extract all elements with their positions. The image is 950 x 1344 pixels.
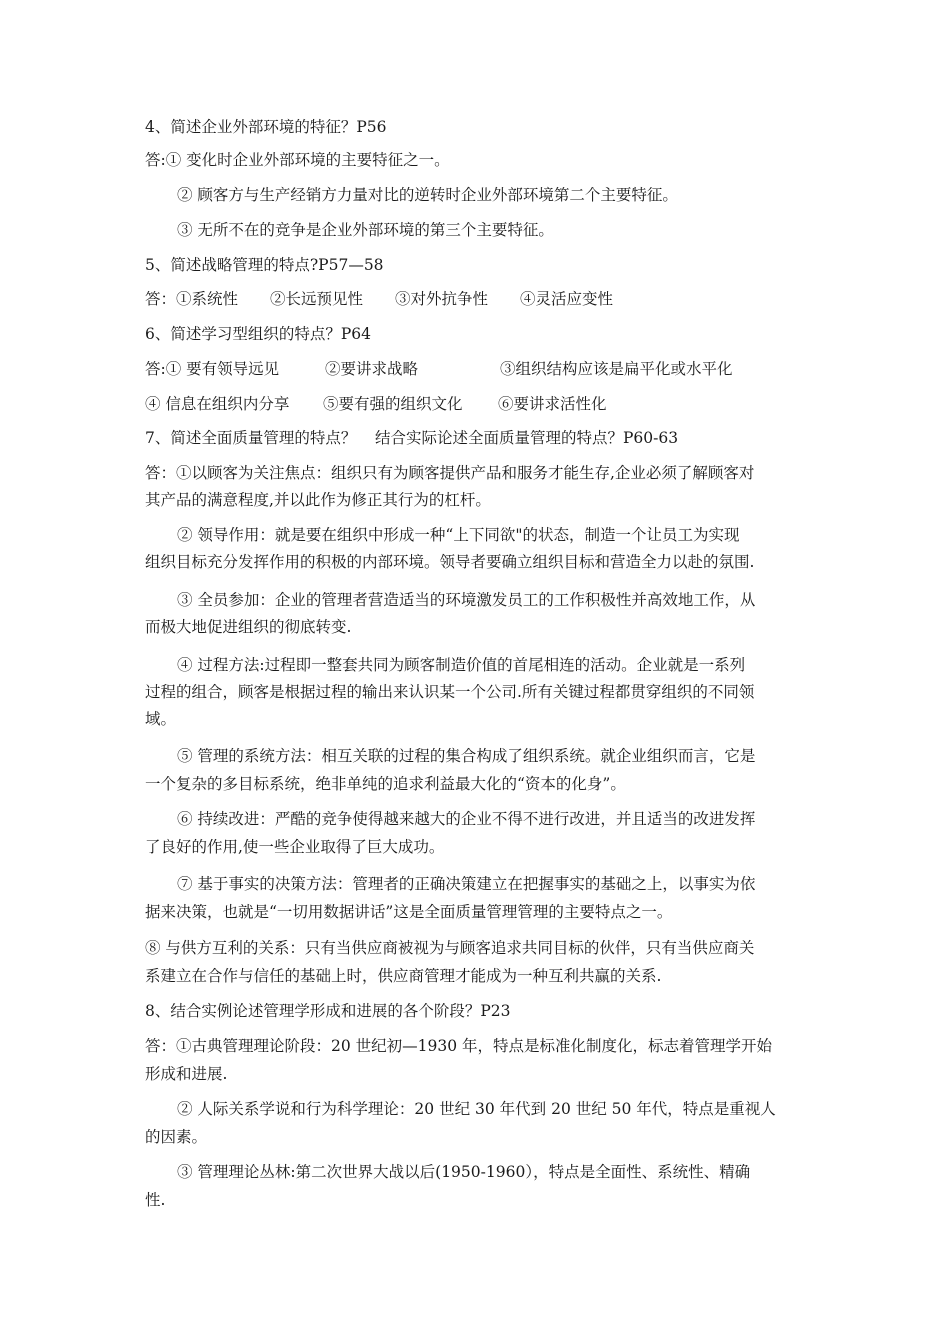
answer-line: ③ 无所不在的竞争是企业外部环境的第三个主要特征。 bbox=[177, 221, 554, 239]
answer-line: 答：①古典管理理论阶段：20 世纪初—1930 年，特点是标准化制度化，标志着管理学开始 bbox=[145, 1037, 773, 1055]
question-5-answer bbox=[145, 288, 613, 310]
answer-line: 一个复杂的多目标系统，绝非单纯的追求利益最大化的“资本的化身”。 bbox=[145, 775, 626, 793]
question-7-title bbox=[145, 427, 678, 449]
answer-line: 其产品的满意程度,并以此作为修正其行为的杠杆。 bbox=[145, 491, 491, 509]
answer-line: ⑤ 管理的系统方法：相互关联的过程的集合构成了组织系统。就企业组织而言，它是 bbox=[177, 747, 756, 765]
answer-item: ③组织结构应该是扁平化或水平化 bbox=[500, 360, 733, 378]
answer-line: ③ 管理理论丛林:第二次世界大战以后(1950-1960），特点是全面性、系统性、精确 bbox=[177, 1163, 751, 1181]
answer-line: 的因素。 bbox=[145, 1128, 208, 1146]
answer-line: ② 顾客方与生产经销方力量对比的逆转时企业外部环境第二个主要特征。 bbox=[177, 186, 678, 204]
answer-line: 答：①以顾客为关注焦点：组织只有为顾客提供产品和服务才能生存,企业必须了解顾客对 bbox=[145, 464, 755, 482]
answer-line: 系建立在合作与信任的基础上时，供应商管理才能成为一种互利共赢的关系. bbox=[145, 967, 662, 985]
answer-item: ②要讲求战略 bbox=[325, 360, 419, 378]
answer-item: 答：①系统性 bbox=[145, 290, 239, 308]
answer-item: ③对外抗争性 bbox=[395, 290, 489, 308]
answer-item: ④ 信息在组织内分享 bbox=[145, 395, 290, 413]
answer-item: 答:① 要有领导远见 bbox=[145, 360, 280, 378]
question-4-title: 4、简述企业外部环境的特征？P56 bbox=[145, 118, 387, 136]
answer-line: 形成和进展. bbox=[145, 1065, 228, 1083]
answer-line: 组织目标充分发挥作用的积极的内部环境。领导者要确立组织目标和营造全力以赴的氛围. bbox=[145, 553, 755, 571]
answer-line: 过程的组合，顾客是根据过程的输出来认识某一个公司.所有关键过程都贯穿组织的不同领 bbox=[145, 683, 755, 701]
question-title-part: 结合实际论述全面质量管理的特点？P60-63 bbox=[375, 429, 679, 447]
answer-line: 了良好的作用,使一些企业取得了巨大成功。 bbox=[145, 838, 445, 856]
answer-item: ⑥要讲求活性化 bbox=[498, 395, 607, 413]
answer-line: 而极大地促进组织的彻底转变. bbox=[145, 618, 352, 636]
answer-line: 据来决策，也就是“一切用数据讲话”这是全面质量管理管理的主要特点之一。 bbox=[145, 903, 673, 921]
answer-line: 域。 bbox=[145, 710, 177, 728]
question-title-part: 7、简述全面质量管理的特点？ bbox=[145, 429, 357, 447]
answer-line: 答:① 变化时企业外部环境的主要特征之一。 bbox=[145, 151, 450, 169]
question-6-answer-row bbox=[145, 358, 733, 380]
answer-item: ④灵活应变性 bbox=[520, 290, 614, 308]
answer-line: ② 人际关系学说和行为科学理论：20 世纪 30 年代到 20 世纪 50 年代，特点是重视人 bbox=[177, 1100, 776, 1118]
question-8-title: 8、结合实例论述管理学形成和进展的各个阶段？P23 bbox=[145, 1002, 511, 1020]
answer-line: ② 领导作用：就是要在组织中形成一种“上下同欲"的状态，制造一个让员工为实现 bbox=[177, 526, 740, 544]
question-6-title: 6、简述学习型组织的特点？P64 bbox=[145, 325, 372, 343]
question-6-answer-row bbox=[145, 393, 607, 415]
answer-line: ⑦ 基于事实的决策方法：管理者的正确决策建立在把握事实的基础之上，以事实为依 bbox=[177, 875, 756, 893]
answer-line: 性. bbox=[145, 1191, 166, 1209]
answer-line: ④ 过程方法:过程即一整套共同为顾客制造价值的首尾相连的活动。企业就是一系列 bbox=[177, 656, 746, 674]
question-5-title: 5、简述战略管理的特点?P57—58 bbox=[145, 256, 384, 274]
answer-line: ⑥ 持续改进：严酷的竞争使得越来越大的企业不得不进行改进，并且适当的改进发挥 bbox=[177, 810, 756, 828]
answer-line: ⑧ 与供方互利的关系：只有当供应商被视为与顾客追求共同目标的伙伴，只有当供应商关 bbox=[145, 939, 755, 957]
answer-line: ③ 全员参加：企业的管理者营造适当的环境激发员工的工作积极性并高效地工作，从 bbox=[177, 591, 756, 609]
answer-item: ⑤要有强的组织文化 bbox=[323, 395, 463, 413]
answer-item: ②长远预见性 bbox=[270, 290, 364, 308]
